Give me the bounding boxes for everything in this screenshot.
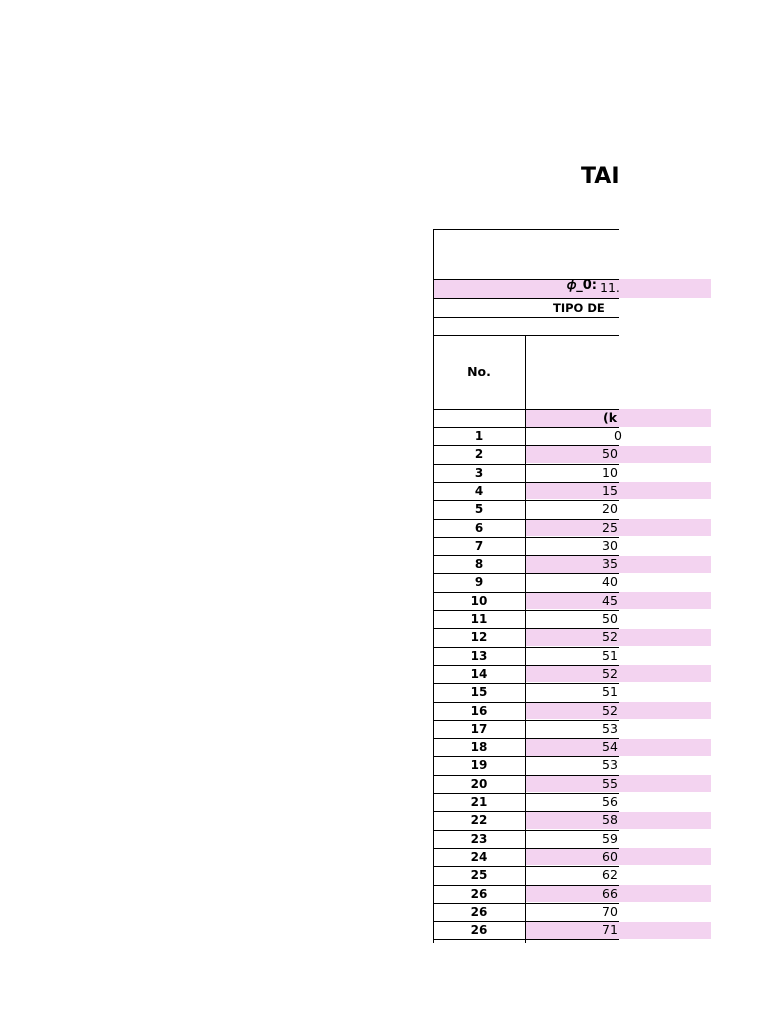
row-value: 62	[602, 867, 618, 883]
row-value: 52	[602, 702, 618, 718]
visible-columns	[433, 229, 622, 943]
row-value: 71	[602, 922, 618, 938]
row-value: 15	[602, 482, 618, 498]
page-title: TAI	[581, 164, 620, 189]
row-number: 26	[470, 923, 488, 938]
row-value: 53	[602, 757, 618, 773]
row-value: 51	[602, 647, 618, 663]
row-number: 10	[470, 593, 488, 608]
row-number: 25	[470, 868, 488, 883]
row-value: 0	[614, 428, 622, 443]
row-number: 17	[470, 721, 488, 736]
row-value: 52	[602, 629, 618, 645]
row-number: 14	[470, 666, 488, 681]
column-header-no: No.	[467, 364, 491, 379]
row-value: 56	[602, 794, 618, 809]
row-number: 1	[474, 429, 484, 443]
row-number: 12	[470, 630, 488, 645]
row-number: 15	[470, 685, 488, 700]
row-value: 54	[602, 739, 618, 755]
row-value: 70	[602, 903, 618, 919]
row-number: 7	[474, 538, 484, 553]
row-value: 50	[602, 446, 618, 462]
row-value: 52	[602, 665, 618, 681]
row-number: 11	[470, 612, 488, 626]
row-number: 23	[470, 831, 488, 846]
phi-value: 11.	[600, 280, 620, 295]
row-value: 30	[602, 537, 618, 553]
row-number: 8	[474, 557, 484, 572]
row-number: 13	[470, 648, 488, 663]
row-value: 35	[602, 556, 618, 572]
row-number: 22	[470, 813, 488, 828]
row-value: 53	[602, 720, 618, 736]
phi-label: 𝜙_0:	[567, 278, 597, 293]
row-number: 16	[470, 703, 488, 718]
row-number: 20	[470, 776, 488, 791]
row-value: 25	[602, 519, 618, 535]
row-number: 26	[470, 904, 488, 919]
row-value: 50	[602, 611, 618, 626]
row-number: 4	[474, 483, 484, 498]
row-value: 20	[602, 501, 618, 517]
row-value: 55	[602, 775, 618, 791]
row-value: 66	[602, 885, 618, 901]
row-number: 3	[474, 465, 484, 480]
row-number: 26	[470, 886, 488, 901]
row-number: 18	[470, 740, 488, 755]
row-value: 10	[602, 464, 618, 480]
row-value: 60	[602, 848, 618, 864]
row-value: 51	[602, 684, 618, 700]
spreadsheet-table	[433, 229, 711, 943]
tipo-label: TIPO DE	[553, 301, 605, 315]
row-number: 5	[474, 502, 484, 517]
row-value: 59	[602, 830, 618, 846]
row-number: 19	[470, 758, 488, 773]
row-number: 21	[470, 795, 488, 809]
row-number: 6	[474, 520, 484, 535]
column-header-unit: (k	[603, 410, 618, 425]
row-value: 58	[602, 812, 618, 828]
row-value: 45	[602, 592, 618, 608]
row-number: 9	[474, 575, 484, 590]
row-number: 2	[474, 447, 484, 462]
row-number: 24	[470, 849, 488, 864]
row-divider	[433, 939, 619, 940]
row-value: 40	[602, 574, 618, 590]
